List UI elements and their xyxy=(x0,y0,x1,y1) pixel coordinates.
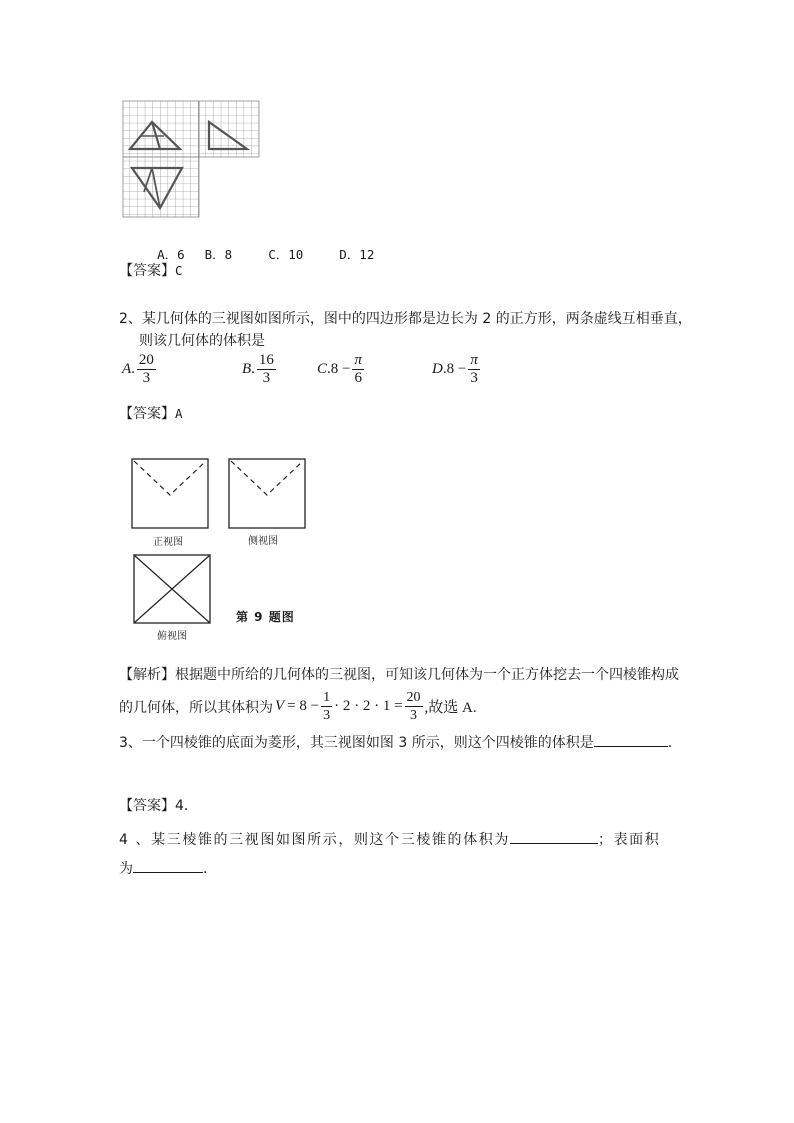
q2-answer-label: 【答案】 xyxy=(119,406,175,422)
q2-answer-value: A xyxy=(175,406,183,421)
q2-front-view-label: 正视图 xyxy=(153,537,183,548)
q2-side-view-label: 侧视图 xyxy=(248,536,278,547)
q2-formula-v: V xyxy=(275,698,285,714)
q3-stem: 3、一个四棱锥的底面为菱形，其三视图如图 3 所示，则这个四棱锥的体积是 . xyxy=(119,732,672,752)
q2-stem-line1 xyxy=(119,308,692,328)
q2-option-b: B. $\frac{16}{3}$ xyxy=(242,352,274,386)
q2-option-b-fraction: $\frac{16}{3}$ xyxy=(258,352,274,386)
q1-option-a: A．6 xyxy=(157,247,185,262)
q2-option-a-fraction: $\frac{20}{3}$ xyxy=(138,352,154,386)
q2-option-d: D.8 − $\frac{\pi}{3}$ xyxy=(432,352,478,386)
q2-formula-fraction2: $\frac{20}{3}$ xyxy=(406,690,421,723)
q2-option-d-fraction: $\frac{\pi}{3}$ xyxy=(470,352,478,386)
q3-answer-label: 【答案】 xyxy=(119,798,175,814)
q1-answer xyxy=(119,260,183,280)
q2-formula-fraction1: $\frac{1}{3}$ xyxy=(323,690,331,723)
q2-figure-caption: 第 9 题图 xyxy=(236,610,295,624)
q2-three-view-figure xyxy=(128,455,328,645)
q2-top-view-label: 俯视图 xyxy=(157,631,187,642)
q4-text: 4 、某三棱锥的三视图如图所示，则这个三棱锥的体积为 xyxy=(119,832,510,848)
q3-answer-blank[interactable] xyxy=(594,732,668,747)
q2-text-line1: 某几何体的三视图如图所示，图中的四边形都是边长为 2 的正方形，两条虚线互相垂直， xyxy=(141,311,692,327)
q2-analysis-line1 xyxy=(119,664,679,684)
q3-answer xyxy=(119,795,198,815)
q4-stem-line1: 4 、某三棱锥的三视图如图所示，则这个三棱锥的体积为 ；表面积 xyxy=(119,829,660,849)
q4-volume-blank[interactable] xyxy=(510,829,598,844)
q2-analysis-line2: 的几何体，所以其体积为 V = 8 − $\frac{1}{3}$ · 2 · 2 · 1 = $\frac{20}{3}$ ,故选 A. xyxy=(119,690,477,723)
q2-option-c-fraction: $\frac{\pi}{6}$ xyxy=(354,352,362,386)
q4-stem-line2: 为 . xyxy=(119,858,207,878)
q1-answer-label: 【答案】 xyxy=(119,263,175,279)
q1-option-d: D．12 xyxy=(339,247,375,262)
q2-number: 2、 xyxy=(119,311,142,327)
q1-option-b: B．8 xyxy=(204,247,233,262)
q3-text: 3、一个四棱锥的底面为菱形，其三视图如图 3 所示，则这个四棱锥的体积是 xyxy=(119,735,594,751)
q2-analysis-label: 【解析】 xyxy=(119,667,175,683)
q2-option-c: C.8 − $\frac{\pi}{6}$ xyxy=(317,352,362,386)
q1-option-c: C．10 xyxy=(268,247,304,262)
q2-option-a: A. $\frac{20}{3}$ xyxy=(122,352,154,386)
q1-options xyxy=(142,230,374,263)
q2-analysis-text1: 根据题中所给的几何体的三视图，可知该几何体为一个正方体挖去一个四棱锥构成 xyxy=(175,667,679,683)
q4-surface-area-blank[interactable] xyxy=(133,858,203,873)
q1-three-view-grid-figure xyxy=(122,100,262,218)
q2-stem-line2: 则该几何体的体积是 xyxy=(139,333,265,349)
q2-answer xyxy=(119,403,183,423)
q3-answer-value: 4． xyxy=(175,798,198,814)
q1-answer-value: C xyxy=(175,263,183,278)
